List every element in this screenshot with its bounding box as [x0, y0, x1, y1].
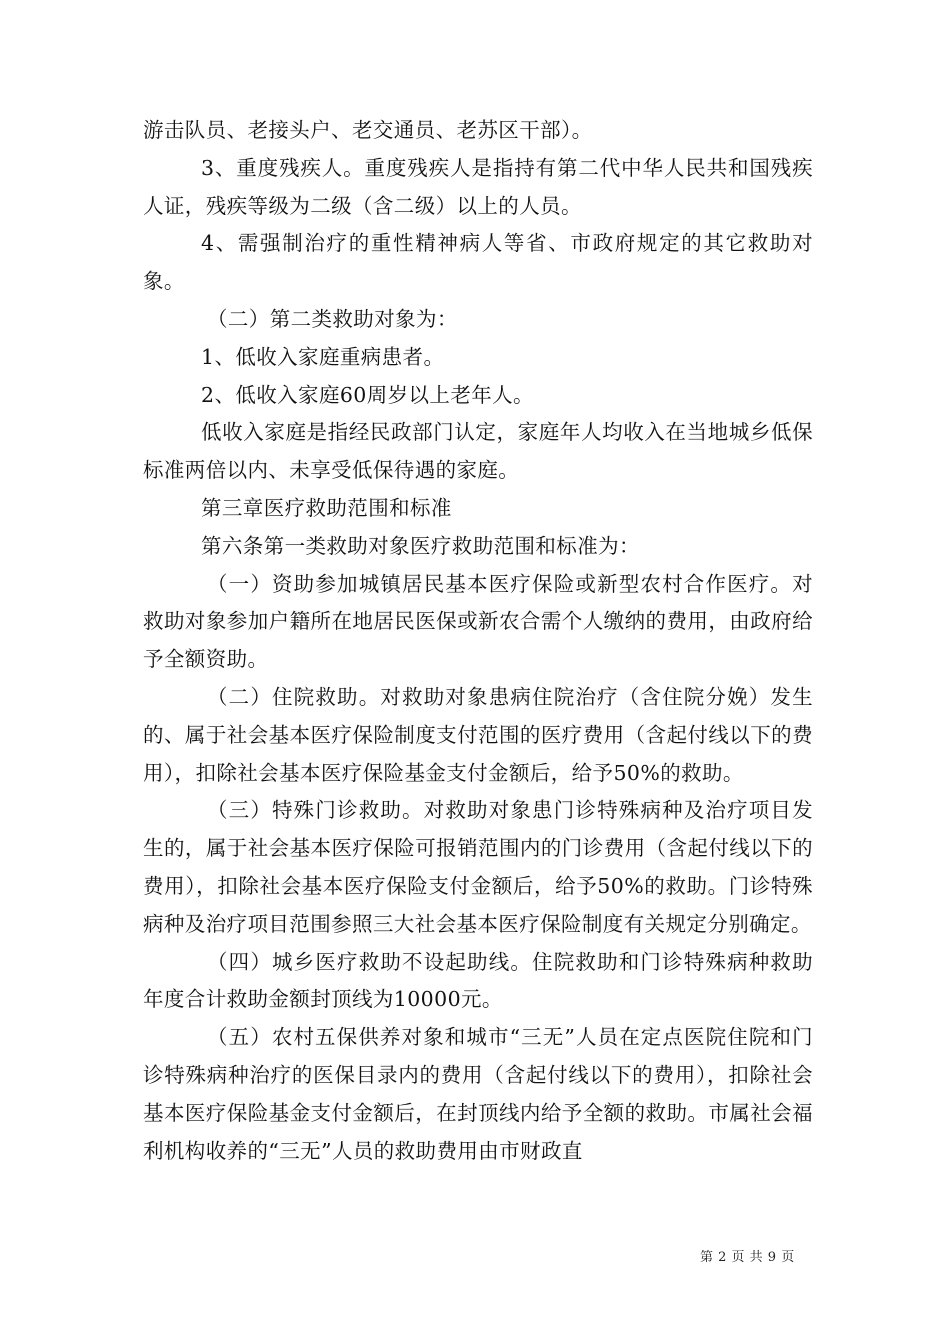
chapter-heading: 第三章医疗救助范围和标准: [201, 495, 452, 520]
paragraph-definition: 低收入家庭是指经民政部门认定，家庭年人均收入在当地城乡低保标准两倍以内、未享受低保待遇的家庭。: [143, 420, 813, 483]
paragraph-article-6-item-4: （四）城乡医疗救助不设起助线。住院救助和门诊特殊病种救助年度合计救助金额封顶线为10000元。: [143, 949, 813, 1012]
paragraph-item-3: 3、重度残疾人。重度残疾人是指持有第二代中华人民共和国残疾人证，残疾等级为二级（含二级）以上的人员。: [143, 155, 813, 218]
page-number: 第 2 页 共 9 页: [700, 1250, 795, 1265]
paragraph-section-2-item-1: 1、低收入家庭重病患者。: [201, 344, 445, 369]
paragraph-section-2-item-2: 2、低收入家庭60周岁以上老年人。: [201, 382, 534, 407]
paragraph-item-4: 4、需强制治疗的重性精神病人等省、市政府规定的其它救助对象。: [143, 231, 813, 294]
paragraph-continuation: 游击队员、老接头户、老交通员、老苏区干部）。: [143, 118, 593, 142]
paragraph-section-2: （二）第二类救助对象为：: [207, 306, 458, 331]
paragraph-article-6-item-1: （一）资助参加城镇居民基本医疗保险或新型农村合作医疗。对救助对象参加户籍所在地居民医保或新农合需个人缴纳的费用，由政府给予全额资助。: [143, 571, 813, 672]
document-body: [143, 112, 813, 1170]
article-6-heading: 第六条第一类救助对象医疗救助范围和标准为：: [201, 533, 640, 558]
paragraph-article-6-item-3: （三）特殊门诊救助。对救助对象患门诊特殊病种及治疗项目发生的，属于社会基本医疗保险可报销范围内的门诊费用（含起付线以下的费用），扣除社会基本医疗保险支付金额后，给予50%的救助。门诊特殊病种及治疗项目范围参照三大社会基本医疗保险制度有关规定分别确定。: [143, 798, 813, 936]
paragraph-article-6-item-2: （二）住院救助。对救助对象患病住院治疗（含住院分娩）发生的、属于社会基本医疗保险制度支付范围的医疗费用（含起付线以下的费用），扣除社会基本医疗保险基金支付金额后，给予50%的救助。: [143, 684, 813, 785]
paragraph-article-6-item-5: （五）农村五保供养对象和城市“三无”人员在定点医院住院和门诊特殊病种治疗的医保目录内的费用（含起付线以下的费用），扣除社会基本医疗保险基金支付金额后，在封顶线内给予全额的救助。市属社会福利机构收养的“三无”人员的救助费用由市财政直: [143, 1025, 813, 1163]
